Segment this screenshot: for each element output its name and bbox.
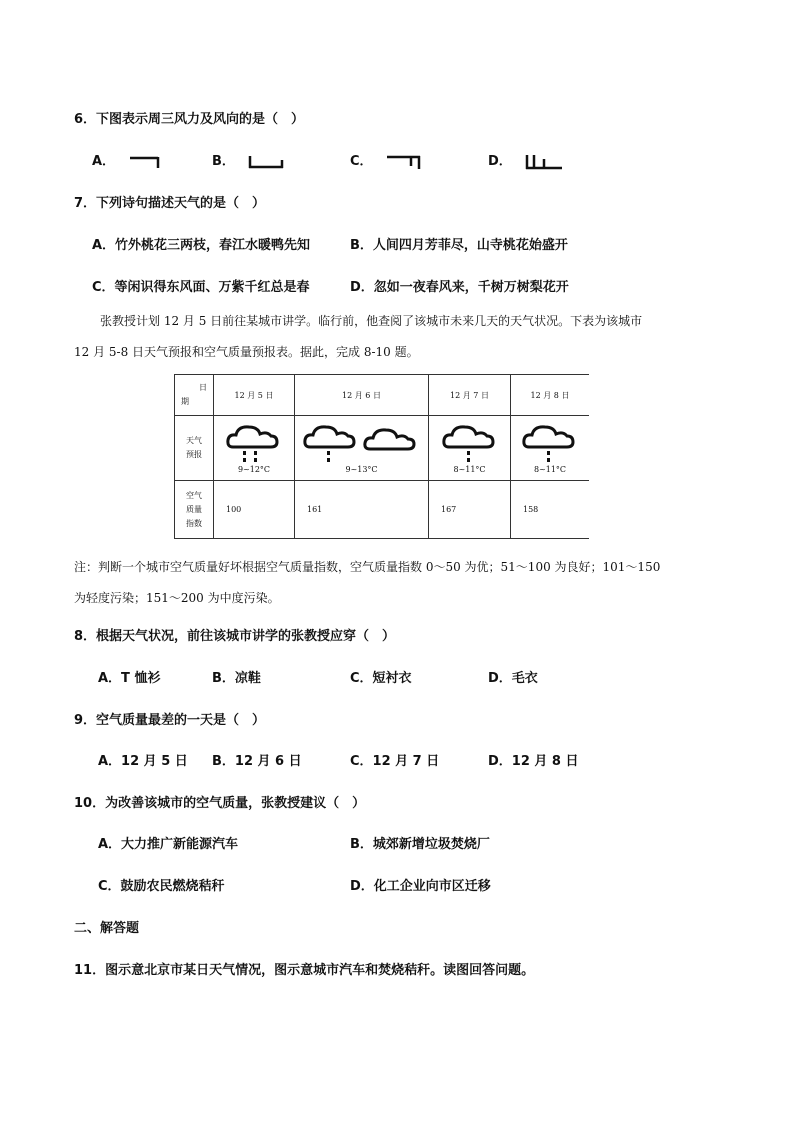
weather-label-1: 天气 — [186, 436, 202, 445]
rain-cloud-cloudy-icon — [302, 423, 422, 463]
aqi-label-3: 指数 — [186, 518, 202, 528]
q10-option-b[interactable]: B．城郊新增垃圾焚烧厂 — [350, 837, 490, 852]
q10-option-c[interactable]: C．鼓励农民燃烧秸秆 — [98, 879, 225, 894]
wind-symbol-b-icon — [247, 154, 287, 170]
question-7: 7．下列诗句描述天气的是（ ） — [74, 196, 266, 211]
weather-cell-4 — [511, 416, 590, 481]
wind-symbol-a-icon — [128, 155, 162, 169]
question-10: 10．为改善该城市的空气质量，张教授建议（ ） — [74, 796, 366, 811]
q6-option-d-label: D． — [488, 154, 512, 169]
q6-option-c[interactable] — [350, 150, 423, 170]
q7-option-a[interactable]: A．竹外桃花三两枝，春江水暖鸭先知 — [92, 238, 311, 253]
q6-option-b-label: B． — [212, 154, 235, 169]
date-header-4: 12 月 8 日 — [511, 375, 590, 416]
q6-option-a-label: A． — [92, 154, 116, 169]
aqi-cell-3: 167 — [429, 481, 511, 539]
q9-option-b[interactable]: B．12 月 6 日 — [212, 754, 302, 769]
q8-option-d[interactable]: D．毛衣 — [488, 671, 538, 686]
q6-option-c-label: C． — [350, 154, 373, 169]
wind-symbol-d-icon — [524, 153, 566, 171]
q8-option-b[interactable]: B．凉鞋 — [212, 671, 261, 686]
question-9: 9．空气质量最差的一天是（ ） — [74, 713, 266, 728]
q6-option-d[interactable] — [488, 150, 566, 171]
weather-cell-3 — [429, 416, 511, 481]
section-2-title: 二、解答题 — [74, 921, 140, 936]
aqi-label-1: 空气 — [186, 490, 202, 500]
q6-option-a[interactable] — [92, 150, 162, 169]
q8-option-c[interactable]: C．短衬衣 — [350, 671, 412, 686]
q7-option-d[interactable]: D．忽如一夜春风来，千树万树梨花开 — [350, 280, 569, 295]
weather-cell-1 — [214, 416, 295, 481]
weather-forecast-table — [174, 374, 589, 539]
aqi-row-label — [175, 481, 214, 539]
date-header-3: 12 月 7 日 — [429, 375, 511, 416]
q9-option-a[interactable]: A．12 月 5 日 — [98, 754, 188, 769]
rain-cloud-icon — [441, 423, 499, 463]
rain-cloud-icon — [521, 423, 579, 463]
table-corner-label — [175, 375, 214, 416]
question-8: 8．根据天气状况，前往该城市讲学的张教授应穿（ ） — [74, 629, 396, 644]
temp-3: 8~11°C — [453, 464, 486, 474]
aqi-cell-1: 100 — [214, 481, 295, 539]
date-header-1: 12 月 5 日 — [214, 375, 295, 416]
q9-option-d[interactable]: D．12 月 8 日 — [488, 754, 579, 769]
weather-label-2: 预报 — [186, 450, 202, 459]
q7-option-b[interactable]: B．人间四月芳菲尽，山寺桃花始盛开 — [350, 238, 568, 253]
question-6: 6．下图表示周三风力及风向的是（ ） — [74, 112, 305, 127]
date-header-2: 12 月 6 日 — [295, 375, 429, 416]
q6-option-b[interactable] — [212, 150, 287, 170]
q9-option-c[interactable]: C．12 月 7 日 — [350, 754, 440, 769]
date-label-bottom: 期 — [181, 397, 189, 406]
q10-option-a[interactable]: A．大力推广新能源汽车 — [98, 837, 239, 852]
temp-2: 9~13°C — [345, 464, 378, 474]
note-line-1: 注：判断一个城市空气质量好坏根据空气质量指数，空气质量指数 0～50 为优；51～100 为良好；101～150 — [74, 560, 661, 574]
q10-option-d[interactable]: D．化工企业向市区迁移 — [350, 879, 491, 894]
aqi-cell-4: 158 — [511, 481, 590, 539]
aqi-label-2: 质量 — [186, 504, 202, 514]
temp-4: 8~11°C — [533, 464, 567, 474]
question-11: 11．图示意北京市某日天气情况，图示意城市汽车和焚烧秸秆。读图回答问题。 — [74, 963, 535, 978]
wind-symbol-c-icon — [385, 154, 423, 170]
temp-1: 9~12°C — [237, 464, 271, 474]
weather-cell-2 — [295, 416, 429, 481]
intro-line-2: 12 月 5-8 日天气预报和空气质量预报表。据此，完成 8-10 题。 — [74, 345, 419, 359]
q7-option-c[interactable]: C．等闲识得东风面、万紫千红总是春 — [92, 280, 310, 295]
date-label-top: 日 — [199, 383, 207, 392]
weather-row-label — [175, 416, 214, 481]
note-line-2: 为轻度污染；151～200 为中度污染。 — [74, 591, 280, 605]
rain-cloud-icon — [225, 423, 283, 463]
q8-option-a[interactable]: A．T 恤衫 — [98, 671, 161, 686]
intro-line-1: 张教授计划 12 月 5 日前往某城市讲学。临行前，他查阅了该城市未来几天的天气状况。下表为该城市 — [100, 314, 643, 328]
aqi-cell-2: 161 — [295, 481, 429, 539]
